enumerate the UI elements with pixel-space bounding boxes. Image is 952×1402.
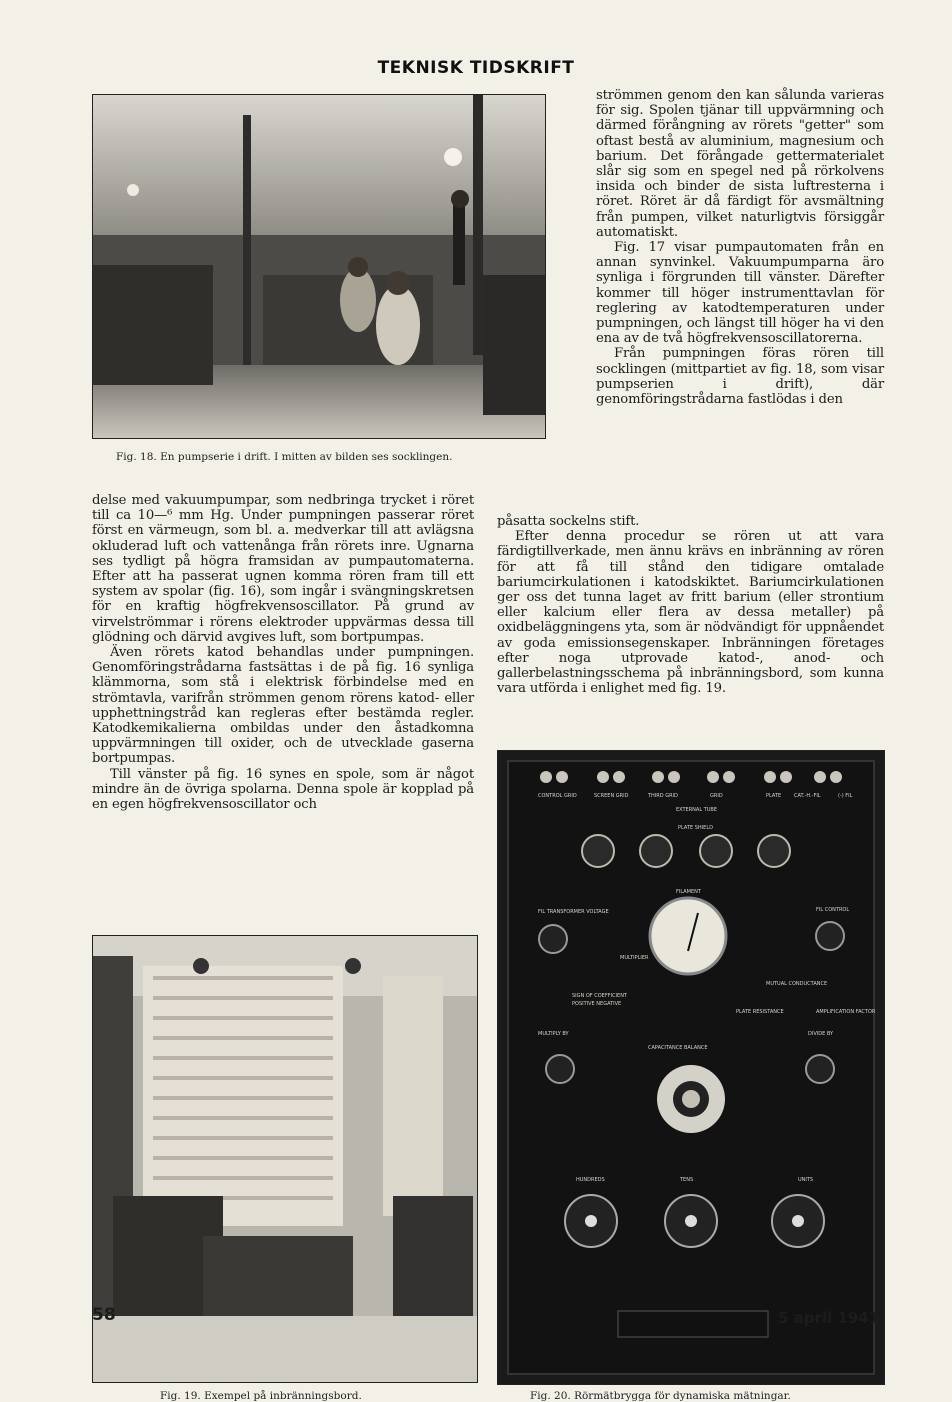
journal-title: TEKNISK TIDSKRIFT: [377, 58, 575, 78]
panel-label-filament: FILAMENT: [676, 889, 701, 895]
issue-date: 5 april 1941: [778, 1309, 880, 1327]
figure-20-caption: Fig. 20. Rörmätbrygga för dynamiska mätningar.: [530, 1390, 791, 1402]
meter-dial: [650, 898, 726, 974]
figure-19-caption: Fig. 19. Exempel på inbränningsbord.: [160, 1390, 362, 1402]
page-number: 58: [92, 1305, 116, 1325]
panel-label-third-grid: THIRD GRID: [648, 793, 678, 799]
text-column-left: [92, 493, 474, 812]
panel-label-units: UNITS: [798, 1177, 814, 1183]
tube-socket: [700, 835, 732, 867]
panel-label-multiply-by: MULTIPLY BY: [538, 1031, 569, 1037]
figure-20-photo: [497, 750, 885, 1385]
panel-label-fil-transformer: FIL TRANSFORMER VOLTAGE: [538, 909, 609, 915]
panel-label-plate: PLATE: [766, 793, 782, 799]
paragraph: strömmen genom den kan sålunda varieras för sig. Spolen tjänar till uppvärmning och därmed förångning av rörets "getter" som oftast bestå av aluminium, magnesium och barium. Det förångade gettermaterialet slår sig som en spegel ned på rörkolvens insida och binder de sista luftresterna i röret. Röret är då färdigt för avsmältning från pumpen, vilket naturligtvis försiggår automatiskt.: [596, 88, 884, 240]
tube-socket: [640, 835, 672, 867]
panel-label-plate-resistance: PLATE RESISTANCE: [736, 1009, 784, 1015]
figure-18-caption: Fig. 18. En pumpserie i drift. I mitten av bilden ses socklingen.: [116, 451, 453, 463]
panel-label-mutual-conductance: MUTUAL CONDUCTANCE: [766, 981, 828, 987]
panel-label-grid: GRID: [710, 793, 723, 799]
paragraph: Fig. 17 visar pumpautomaten från en annan synvinkel. Vakuumpumparna äro synliga i förgrunden till vänster. Därefter kommer till höger instrumenttavlan för reglering av katodtemperaturen under pumpningen, och längst till höger ha vi den ena av de två högfrekvensoscillatorerna.: [596, 240, 884, 347]
panel-label-multiplier: MULTIPLIER: [620, 955, 649, 961]
text-column-right-bottom: [497, 514, 884, 696]
panel-label-tens: TENS: [680, 1177, 694, 1183]
panel-label-external-tube: EXTERNAL TUBE: [676, 807, 718, 813]
paragraph: delse med vakuumpumpar, som nedbringa trycket i röret till ca 10—⁶ mm Hg. Under pumpningen passerar röret först en värmeugn, som bl. a. medverkar till att avlägsna okluderad luft och vattenånga från rörets inre. Ugnarna ses tydligt på högra framsidan av pumpautomaterna. Efter att ha passerat ugnen komma rören fram till ett system av spolar (fig. 16), som ingår i svängningskretsen för en kraftig högfrekvensoscillator. På grund av virvelströmmar i rörens elektroder uppvärmas dessa till glödning och därvid avgives luft, som bortpumpas.: [92, 493, 474, 645]
panel-label-plate-shield: PLATE SHIELD: [678, 825, 713, 831]
paragraph: påsatta sockelns stift.: [497, 514, 640, 529]
text-column-right-top: [596, 88, 884, 407]
panel-label-hundreds: HUNDREDS: [576, 1177, 605, 1183]
panel-label-positive-negative: POSITIVE NEGATIVE: [572, 1001, 622, 1007]
panel-label-sign-of-coefficient: SIGN OF COEFFICIENT: [572, 993, 627, 999]
panel-label-control-grid: CONTROL GRID: [538, 793, 577, 799]
figure-19-photo: [92, 935, 478, 1383]
panel-label-cat-fil: CAT.-H.-FIL: [794, 793, 821, 799]
paragraph: Till vänster på fig. 16 synes en spole, som är något mindre än de övriga spolarna. Denna spole är kopplad på en egen högfrekvensoscillator och: [92, 766, 474, 813]
paragraph: Från pumpningen föras rören till socklingen (mittpartiet av fig. 18, som visar pumpserien i drift), där genomföringstrådarna fastlödas i den: [596, 346, 884, 408]
panel-label-fil: (-) FIL: [838, 793, 853, 799]
tube-socket: [582, 835, 614, 867]
figure-18-photo: [92, 94, 546, 439]
fil-control-knob: [816, 922, 844, 950]
tube-socket: [758, 835, 790, 867]
paragraph: Efter denna procedur se rören ut att vara färdigtillverkade, men ännu krävs en inbränning av rören för att få till stånd den tidigare omtalade bariumcirkulationen i katodskiktet. Bariumcirkulationen ger oss det tunna laget av fritt barium (eller strontium eller kalcium eller flera av dessa metaller) på oxidbeläggningens yta, som är nödvändigt för uppnåendet av goda emissionsegenskaper. Inbränningen företages efter noga utprovade katod-, anod- och gallerbelastningsschema på inbränningsbord, som kunna vara utförda i enlighet med fig. 19.: [497, 529, 884, 697]
panel-label-amplification-factor: AMPLIFICATION FACTOR: [816, 1009, 876, 1015]
panel-label-screen-grid: SCREEN GRID: [594, 793, 629, 799]
divide-by-knob: [806, 1055, 834, 1083]
paragraph: Även rörets katod behandlas under pumpningen. Genomföringstrådarna fastsättas i de på fig. 16 synliga klämmorna, som stå i elektrisk förbindelse med en strömtavla, varifrån strömmen genom rörens katod- eller upphettningstråd kan regleras efter bestämda regler. Katodkemikalierna ombildas under den åstadkomna uppvärmningen till oxider, och de utvecklade gaserna bortpumpas.: [92, 645, 474, 767]
panel-label-capacitance-balance: CAPACITANCE BALANCE: [648, 1045, 708, 1051]
multiply-by-knob: [546, 1055, 574, 1083]
fil-transformer-knob: [539, 925, 567, 953]
panel-label-divide-by: DIVIDE BY: [808, 1031, 834, 1037]
panel-label-fil-control: FIL CONTROL: [816, 907, 850, 913]
